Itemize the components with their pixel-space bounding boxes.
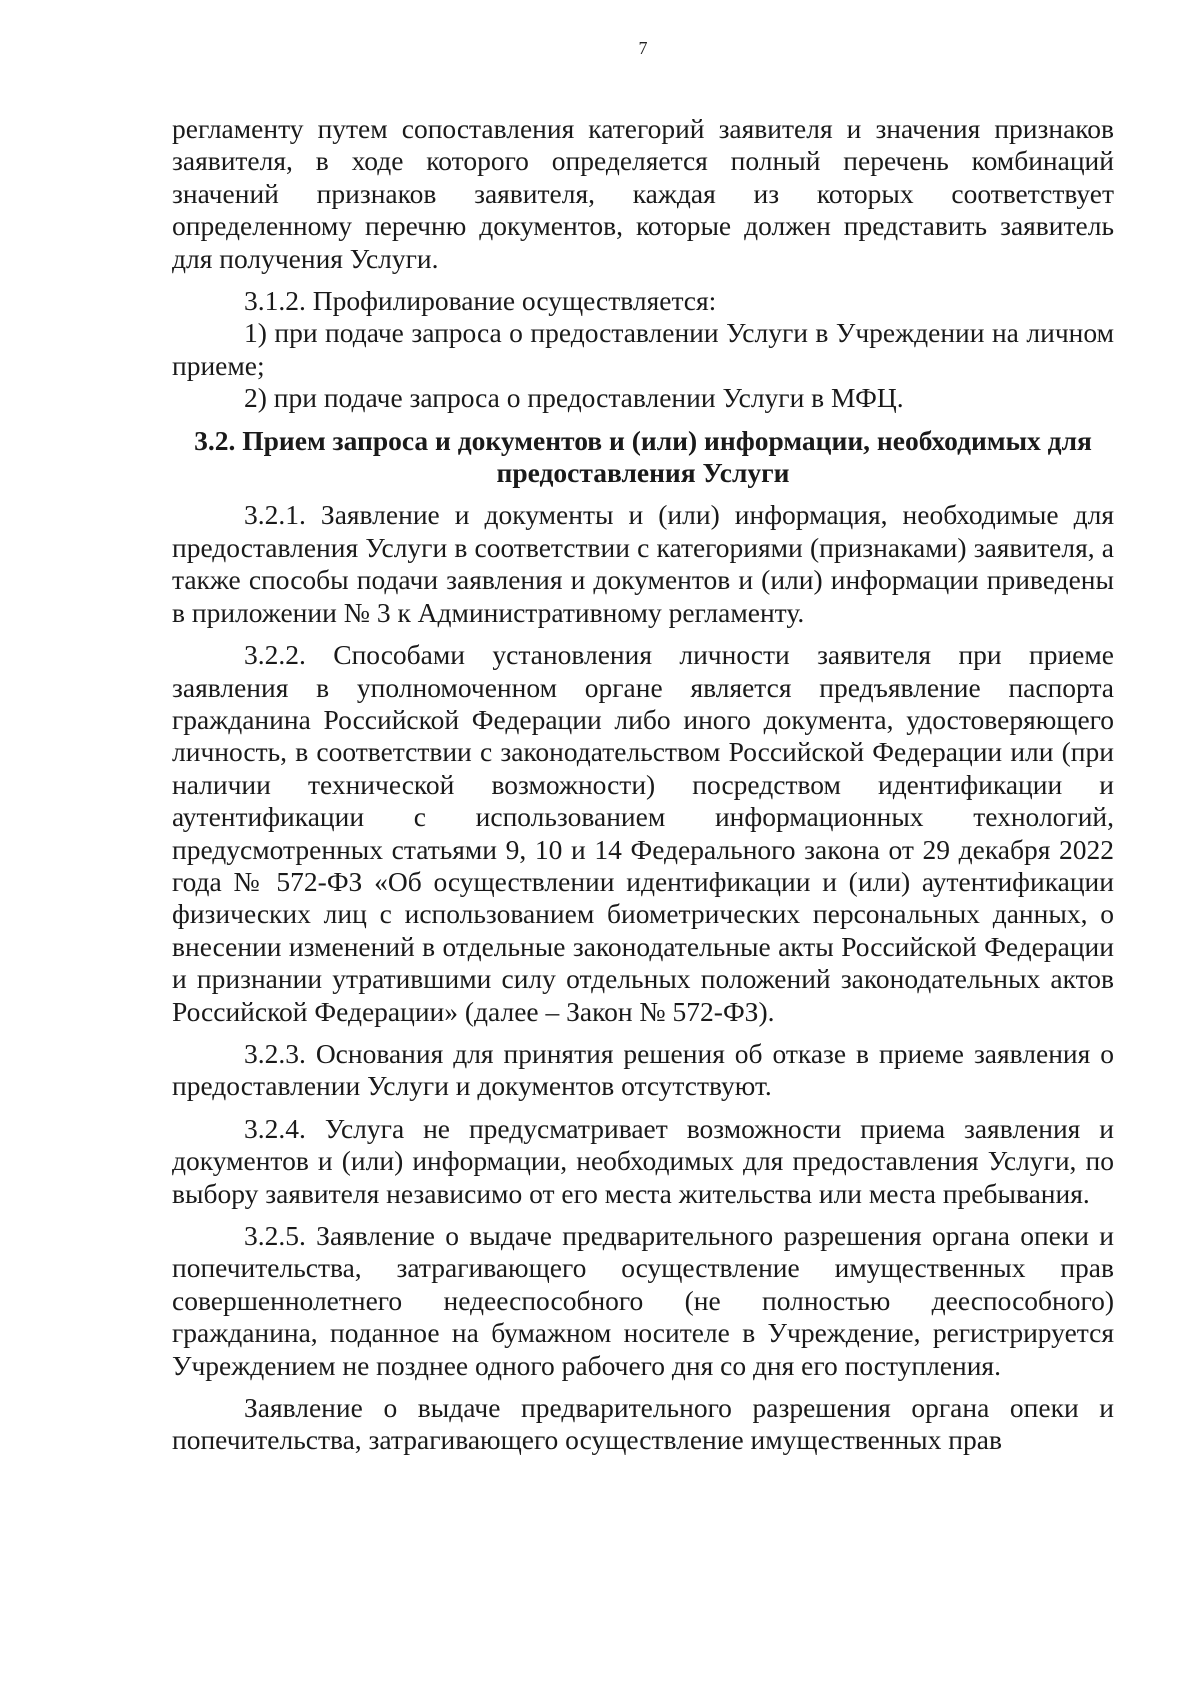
- paragraph-3-2-1: 3.2.1. Заявление и документы и (или) информация, необходимые для предоставления Услуги в соответствии с категориями (признаками) заявителя, а также способы подачи заявления и документов и (или) информации приведены в приложении № 3 к Административному регламенту.: [172, 499, 1114, 628]
- paragraph-3-2-2: 3.2.2. Способами установления личности заявителя при приеме заявления в уполномоченном органе является предъявление паспорта гражданина Российской Федерации либо иного документа, удостоверяющего личность, в соответствии с законодательством Российской Федерации или (при наличии технической возможности) посредством идентификации и аутентификации с использованием информационных технологий, предусмотренных статьями 9, 10 и 14 Федерального закона от 29 декабря 2022 года № 572-ФЗ «Об осуществлении идентификации и (или) аутентификации физических лиц с использованием биометрических персональных данных, о внесении изменений в отдельные законодательные акты Российской Федерации и признании утратившими силу отдельных положений законодательных актов Российской Федерации» (далее – Закон № 572-ФЗ).: [172, 639, 1114, 1027]
- paragraph-3-2-3: 3.2.3. Основания для принятия решения об отказе в приеме заявления о предоставлении Услуги и документов отсутствуют.: [172, 1037, 1114, 1102]
- paragraph-3-1-2: 3.1.2. Профилирование осуществляется:: [244, 285, 717, 317]
- document-body: [172, 113, 1114, 1457]
- paragraph-regulation-continuation: регламенту путем сопоставления категорий заявителя и значения признаков заявителя, в ходе которого определяется полный перечень комбинаций значений признаков заявителя, каждая из которых соответствует определенному перечню документов, которые должен представить заявитель для получения Услуги.: [172, 113, 1114, 274]
- list-item-2: 2) при подаче запроса о предоставлении Услуги в МФЦ.: [244, 382, 904, 414]
- page-number: 7: [638, 38, 648, 58]
- paragraph-application-continued: Заявление о выдаче предварительного разрешения органа опеки и попечительства, затрагивающего осуществление имущественных прав: [172, 1392, 1114, 1456]
- paragraph-3-2-5: 3.2.5. Заявление о выдаче предварительного разрешения органа опеки и попечительства, затрагивающего осуществление имущественных прав совершеннолетнего недееспособного (не полностью дееспособного) гражданина, поданное на бумажном носителе в Учреждение, регистрируется Учреждением не позднее одного рабочего дня со дня его поступления.: [172, 1220, 1114, 1381]
- paragraph-3-2-4: 3.2.4. Услуга не предусматривает возможности приема заявления и документов и (или) информации, необходимых для предоставления Услуги, по выбору заявителя независимо от его места жительства или места пребывания.: [172, 1112, 1114, 1209]
- list-item-1: 1) при подаче запроса о предоставлении Услуги в Учреждении на личном приеме;: [172, 317, 1114, 381]
- section-heading-3-2: 3.2. Прием запроса и документов и (или) информации, необходимых для предоставления Услуги: [194, 424, 1092, 489]
